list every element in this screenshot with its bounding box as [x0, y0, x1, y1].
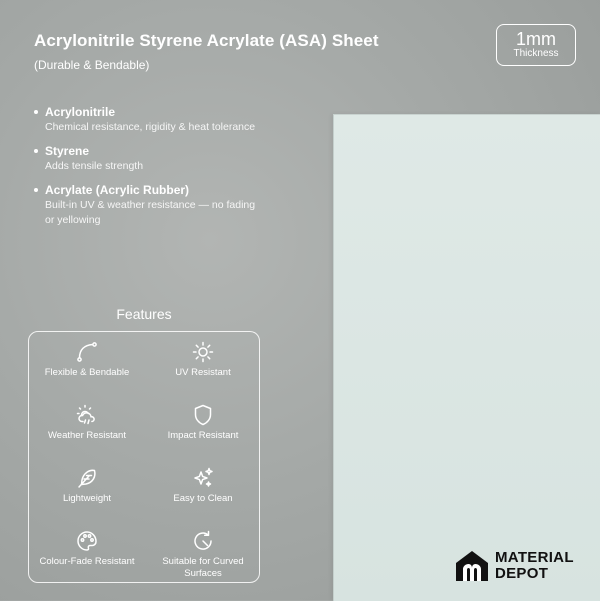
feature-label: UV Resistant	[175, 367, 231, 378]
palette-icon	[75, 529, 99, 553]
brand-line-2: DEPOT	[495, 565, 549, 582]
feature-label: Impact Resistant	[167, 430, 239, 441]
thickness-badge	[496, 24, 576, 66]
feature-lightweight	[29, 466, 145, 505]
feature-flexible-bendable	[29, 340, 145, 379]
composition-name: Acrylonitrile	[45, 105, 116, 119]
feature-label: Suitable for Curved Surfaces	[162, 556, 244, 579]
feature-colour-fade-resistant	[29, 529, 145, 568]
brand-line-1: MATERIAL	[495, 549, 574, 566]
feature-label: Lightweight	[62, 493, 112, 504]
composition-name: Acrylate (Acrylic Rubber)	[45, 183, 190, 197]
feature-label: Easy to Clean	[173, 493, 233, 504]
bend-curve-icon	[75, 340, 99, 364]
feature-label: Weather Resistant	[48, 430, 126, 441]
features-panel	[28, 331, 260, 583]
composition-item	[34, 104, 264, 135]
page-subtitle: (Durable & Bendable)	[34, 58, 150, 72]
thickness-label: Thickness	[513, 48, 559, 59]
composition-description: Built-in UV & weather resistance — no fading or yellowing	[45, 199, 256, 226]
feature-impact-resistant	[145, 403, 261, 442]
composition-item	[34, 143, 264, 174]
composition-item	[34, 182, 264, 228]
composition-description: Adds tensile strength	[45, 160, 144, 172]
composition-description: Chemical resistance, rigidity & heat tolerance	[45, 121, 256, 133]
sun-cloud-rain-icon	[75, 403, 99, 427]
curved-arrow-icon	[191, 529, 215, 553]
sparkles-icon	[191, 466, 215, 490]
brand-name	[495, 550, 574, 582]
asa-sheet-sample	[333, 114, 600, 601]
feature-label: Colour-Fade Resistant	[39, 556, 135, 567]
composition-name: Styrene	[45, 144, 90, 158]
thickness-value: 1mm	[516, 29, 556, 49]
feature-weather-resistant	[29, 403, 145, 442]
composition-list	[34, 104, 264, 236]
feature-easy-to-clean	[145, 466, 261, 505]
sun-icon	[191, 340, 215, 364]
feature-uv-resistant	[145, 340, 261, 379]
house-logo-icon	[455, 550, 489, 582]
features-heading: Features	[116, 306, 172, 322]
shield-icon	[191, 403, 215, 427]
page-title: Acrylonitrile Styrene Acrylate (ASA) Sheet	[34, 31, 379, 50]
feature-curved-surfaces	[145, 529, 261, 580]
feather-icon	[75, 466, 99, 490]
feature-label: Flexible & Bendable	[44, 367, 130, 378]
